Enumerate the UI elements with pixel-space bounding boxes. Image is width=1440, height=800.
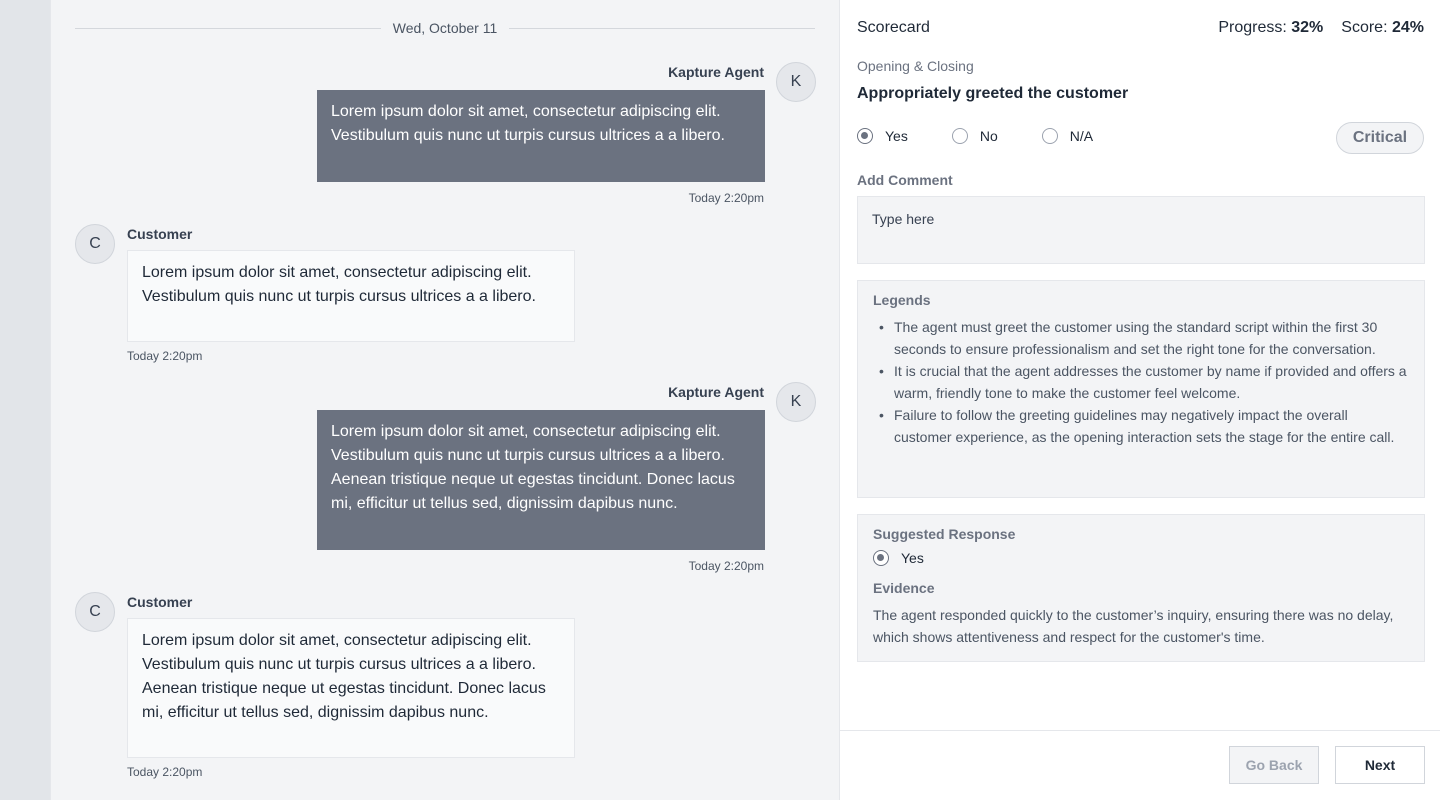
agent-avatar: K — [776, 382, 816, 422]
legend-item: • Failure to follow the greeting guidelines may negatively impact the overall customer experience, as the opening interaction sets the stage for the entire call. — [873, 404, 1409, 448]
critical-button[interactable]: Critical — [1336, 122, 1424, 154]
scorecard-title: Scorecard — [857, 19, 930, 36]
add-comment-label: Add Comment — [857, 172, 953, 188]
panel-footer — [840, 730, 1440, 800]
sender-name: Kapture Agent — [668, 384, 764, 400]
agent-avatar: K — [776, 62, 816, 102]
radio-icon[interactable] — [952, 128, 968, 144]
scorecard-panel — [839, 0, 1440, 800]
evidence-title: Evidence — [873, 580, 935, 596]
score-value: 24% — [1391, 19, 1424, 36]
radio-icon[interactable] — [1042, 128, 1058, 144]
option-yes[interactable]: Yes — [857, 128, 908, 144]
section-label: Opening & Closing — [857, 58, 974, 74]
message-time: Today 2:20pm — [688, 191, 764, 205]
progress-stat: Progress: 32% — [1218, 19, 1324, 36]
answer-options — [857, 128, 1137, 144]
message-bubble: Lorem ipsum dolor sit amet, consectetur adipiscing elit. Vestibulum quis nunc ut turpis cursus ultrices a a libero. — [127, 250, 575, 342]
legends-title: Legends — [873, 292, 931, 308]
sender-name: Kapture Agent — [668, 64, 764, 80]
option-no[interactable]: No — [952, 128, 998, 144]
message-bubble: Lorem ipsum dolor sit amet, consectetur adipiscing elit. Vestibulum quis nunc ut turpis cursus ultrices a a libero. Aenean tristique neque ut egestas tincidunt. Donec lacus mi, efficitur ut tellus sed, dignissim dapibus nunc. — [127, 618, 575, 758]
customer-avatar: C — [75, 592, 115, 632]
message-time: Today 2:20pm — [688, 559, 764, 573]
left-rail — [0, 0, 50, 800]
chat-transcript — [50, 0, 839, 800]
suggested-response-box — [857, 514, 1425, 662]
scorecard-stats — [1218, 19, 1424, 37]
suggested-title: Suggested Response — [873, 526, 1016, 542]
message-bubble: Lorem ipsum dolor sit amet, consectetur adipiscing elit. Vestibulum quis nunc ut turpis cursus ultrices a a libero. Aenean tristique neque ut egestas tincidunt. Donec lacus mi, efficitur ut tellus sed, dignissim dapibus nunc. — [317, 410, 765, 550]
legends-list — [873, 316, 1409, 448]
date-separator — [75, 18, 815, 38]
customer-avatar: C — [75, 224, 115, 264]
radio-selected-icon[interactable] — [857, 128, 873, 144]
progress-value: 32% — [1291, 19, 1324, 36]
message-bubble: Lorem ipsum dolor sit amet, consectetur adipiscing elit. Vestibulum quis nunc ut turpis cursus ultrices a a libero. — [317, 90, 765, 182]
legends-box — [857, 280, 1425, 498]
sender-name: Customer — [127, 594, 193, 610]
date-label: Wed, October 11 — [392, 20, 498, 36]
option-na[interactable]: N/A — [1042, 128, 1093, 144]
message-time: Today 2:20pm — [127, 349, 203, 363]
go-back-button[interactable]: Go Back — [1229, 746, 1319, 784]
question-text: Appropriately greeted the customer — [857, 85, 1129, 102]
suggested-answer: Yes — [873, 550, 1409, 566]
score-stat: Score: 24% — [1341, 19, 1424, 36]
sender-name: Customer — [127, 226, 193, 242]
evidence-text: The agent responded quickly to the customer’s inquiry, ensuring there was no delay, which shows attentiveness and respect for the customer's time. — [873, 607, 1394, 645]
legend-item: • It is crucial that the agent addresses the customer by name if provided and offers a warm, friendly tone to make the customer feel welcome. — [873, 360, 1409, 404]
legend-item: • The agent must greet the customer using the standard script within the first 30 seconds to ensure professionalism and set the right tone for the conversation. — [873, 316, 1409, 360]
message-time: Today 2:20pm — [127, 765, 203, 779]
comment-input[interactable] — [857, 196, 1425, 264]
radio-selected-icon — [873, 550, 889, 566]
next-button[interactable]: Next — [1335, 746, 1425, 784]
